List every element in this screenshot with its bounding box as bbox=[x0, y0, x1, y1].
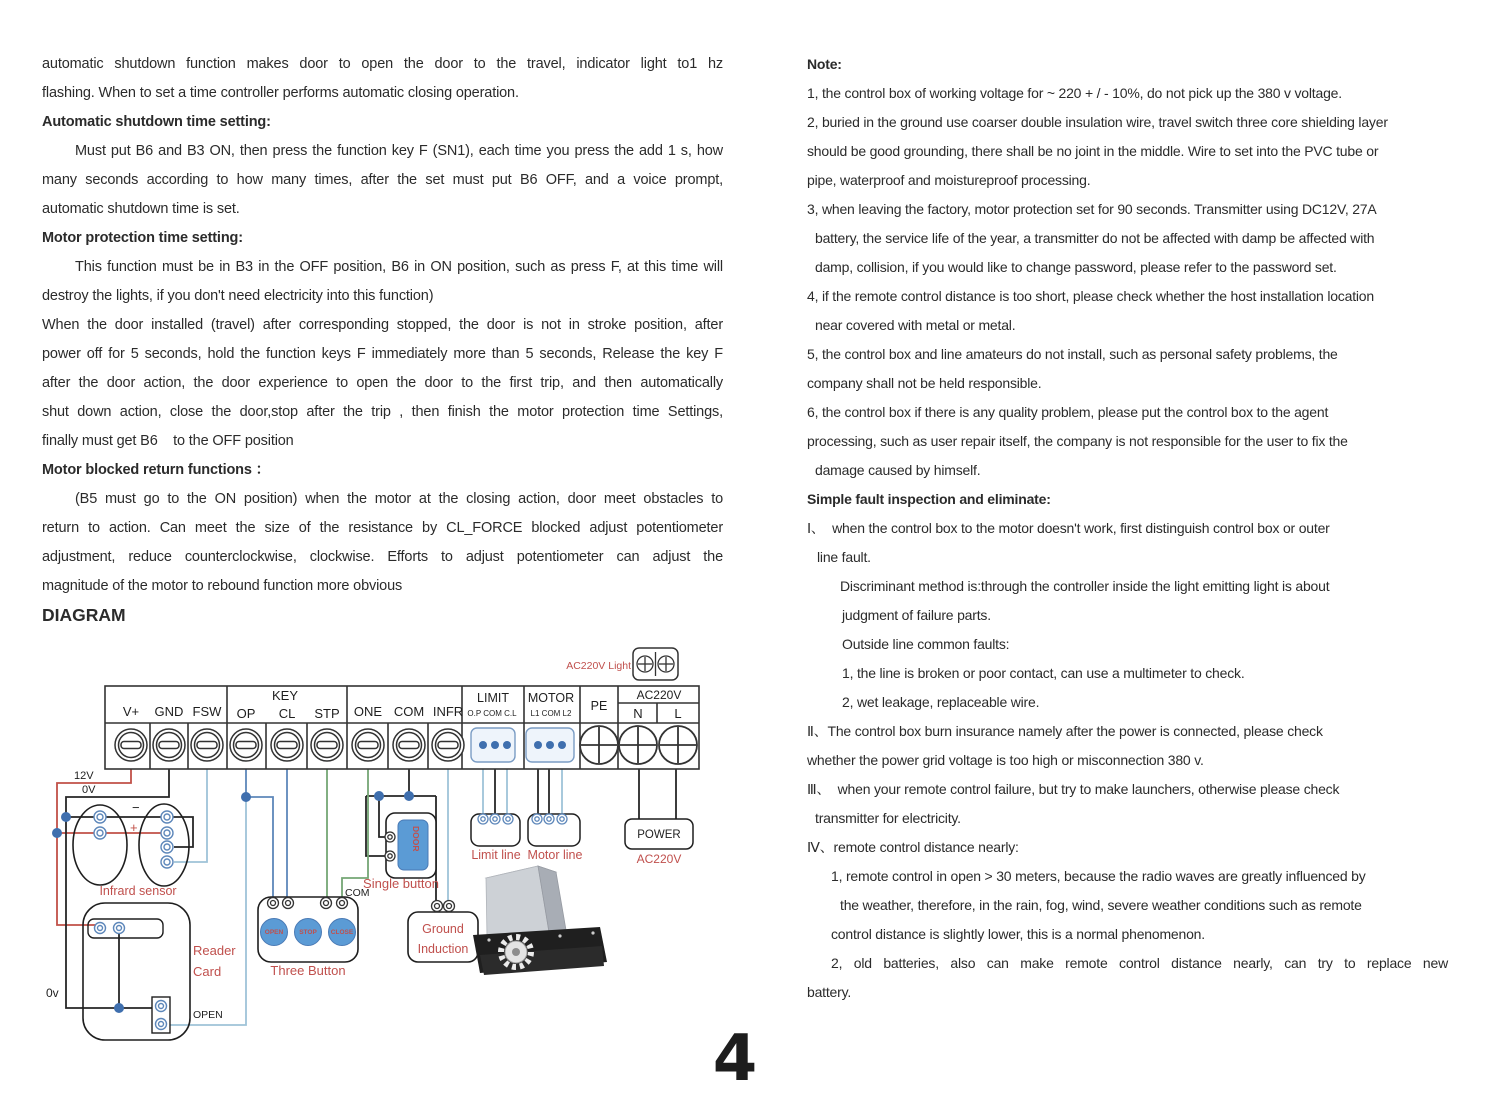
text-line: line fault. bbox=[817, 549, 871, 565]
text-line: magnitude of the motor to rebound function more obvious bbox=[42, 578, 403, 594]
label-single-button: Single button bbox=[363, 876, 439, 891]
wire-steel bbox=[246, 769, 287, 897]
screw-l bbox=[659, 726, 697, 764]
btn-open-label: OPEN bbox=[264, 929, 284, 936]
text-line: shut down action, close the door,stop after the trip , then finish the motor protection time Settings, bbox=[42, 404, 723, 420]
screw-infr bbox=[432, 729, 464, 761]
label-plus: + bbox=[130, 820, 138, 835]
text-line: many seconds according to how many times, after the set must put B6 OFF, and a voice prompt, bbox=[42, 172, 723, 188]
infrared-sensor bbox=[73, 800, 189, 898]
label-op: OP bbox=[236, 706, 256, 721]
text-line: pipe, waterproof and moistureproof processing. bbox=[807, 172, 1091, 188]
label-infrared-sensor: Infrard sensor bbox=[99, 884, 177, 898]
label-ac220v: AC220V bbox=[636, 688, 682, 702]
power-box bbox=[625, 819, 693, 866]
text-line: near covered with metal or metal. bbox=[815, 317, 1016, 333]
text-line: damage caused by himself. bbox=[815, 462, 981, 478]
label-motor-line: Motor line bbox=[527, 848, 583, 862]
label-stp: STP bbox=[314, 706, 340, 721]
text-line: 5, the control box and line amateurs do not install, such as personal safety problems, the bbox=[807, 346, 1338, 362]
text-line: automatic shutdown function makes door to open the door to the travel, indicator light to1 hz bbox=[42, 56, 723, 72]
ac220v-light bbox=[566, 648, 678, 680]
label-gnd: GND bbox=[154, 704, 184, 719]
text-line: automatic shutdown time is set. bbox=[42, 201, 240, 217]
text-line: DIAGRAM bbox=[42, 605, 126, 625]
text-line: 1, the line is broken or poor contact, can use a multimeter to check. bbox=[842, 665, 1245, 681]
text-line: damp, collision, if you would like to change password, please refer to the password set. bbox=[815, 259, 1337, 275]
label-door: DOOR bbox=[411, 826, 421, 852]
text-line: judgment of failure parts. bbox=[842, 607, 991, 623]
single-button bbox=[363, 813, 439, 891]
text-line: flashing. When to set a time controller performs automatic closing operation. bbox=[42, 85, 519, 101]
page-number: 4 bbox=[712, 1022, 758, 1096]
text-line: 4, if the remote control distance is too short, please check whether the host installation location bbox=[807, 288, 1374, 304]
wire-power bbox=[639, 769, 676, 819]
text-line: should be good grounding, there shall be no joint in the middle. Wire to set into the PVC tube or bbox=[807, 143, 1379, 159]
label-limit-sub: O.P COM C.L bbox=[467, 709, 517, 718]
label-card: Card bbox=[193, 964, 222, 979]
text-line: power off for 5 seconds, hold the function keys F immediately more than 5 seconds, Release the key F bbox=[42, 346, 723, 362]
text-line: Automatic shutdown time setting: bbox=[42, 114, 271, 130]
screw-vplus bbox=[115, 729, 147, 761]
label-ac220v-light: AC220V Light bbox=[566, 660, 631, 672]
text-line: 1, the control box of working voltage for ~ 220 + / - 10%, do not pick up the 380 v voltage. bbox=[807, 85, 1342, 101]
voltage-labels bbox=[46, 770, 96, 1000]
motor-line-box bbox=[528, 814, 583, 862]
big-screws bbox=[580, 726, 697, 764]
text-line: 2, wet leakage, replaceable wire. bbox=[842, 694, 1040, 710]
text-line: company shall not be held responsible. bbox=[807, 375, 1042, 391]
label-key: KEY bbox=[271, 688, 299, 703]
text-line: after the door action, the door experience to open the door to the first trip, and then automatically bbox=[42, 375, 723, 391]
screw-gnd bbox=[153, 729, 185, 761]
three-button bbox=[258, 887, 370, 978]
text-line: Ⅲ、 when your remote control failure, but try to make launchers, otherwise please check bbox=[807, 781, 1340, 797]
text-line: Ⅱ、The control box burn insurance namely after the power is connected, please check bbox=[807, 723, 1323, 739]
text-line: adjustment, reduce counterclockwise, clockwise. Efforts to adjust potentiometer can adjust the bbox=[42, 549, 723, 565]
text-line: destroy the lights, if you don't need electricity into this function) bbox=[42, 288, 434, 304]
text-line: This function must be in B3 in the OFF position, B6 in ON position, such as press F, at this time will bbox=[75, 259, 723, 275]
text-line: battery, the service life of the year, a transmitter do not be affected with damp be affected with bbox=[815, 230, 1375, 246]
btn-stop-label: STOP bbox=[299, 929, 317, 936]
btn-close-label: CLOSE bbox=[330, 929, 354, 936]
text-line: finally must get B6 to the OFF position bbox=[42, 433, 294, 449]
label-power: POWER bbox=[637, 829, 681, 841]
label-vplus: V+ bbox=[122, 704, 140, 719]
label-l: L bbox=[674, 706, 682, 721]
label-open: OPEN bbox=[193, 1009, 223, 1021]
label-induction: Induction bbox=[417, 942, 469, 956]
label-one: ONE bbox=[353, 704, 383, 719]
ground-induction bbox=[408, 901, 478, 963]
label-limit: LIMIT bbox=[477, 691, 509, 705]
text-line: Ⅳ、remote control distance nearly: bbox=[807, 839, 1019, 855]
text-line: battery. bbox=[807, 984, 852, 1000]
label-cl: CL bbox=[278, 706, 296, 721]
label-n: N bbox=[633, 706, 643, 721]
label-power-ac220v: AC220V bbox=[636, 852, 682, 866]
label-com-terminal: COM bbox=[345, 887, 370, 899]
screw-stp bbox=[311, 729, 343, 761]
wiring-diagram-svg bbox=[30, 630, 760, 1105]
text-line: Outside line common faults: bbox=[842, 636, 1010, 652]
text-line: 2, buried in the ground use coarser double insulation wire, travel switch three core shielding layer bbox=[807, 114, 1388, 130]
text-line: 2, old batteries, also can make remote control distance nearly, can try to replace new bbox=[831, 955, 1448, 971]
label-fsw: FSW bbox=[192, 704, 222, 719]
text-line: (B5 must go to the ON position) when the motor at the closing action, door meet obstacles to bbox=[75, 491, 723, 507]
screw-one bbox=[352, 729, 384, 761]
wiring-diagram bbox=[30, 630, 760, 1105]
text-line: 6, the control box if there is any quality problem, please put the control box to the agent bbox=[807, 404, 1329, 420]
label-motor-sub: L1 COM L2 bbox=[530, 709, 572, 718]
wire-green bbox=[327, 769, 368, 897]
label-pe: PE bbox=[590, 699, 608, 713]
label-three-button: Three Button bbox=[270, 963, 346, 978]
screw-fsw bbox=[191, 729, 223, 761]
label-com: COM bbox=[393, 704, 425, 719]
label-reader: Reader bbox=[193, 943, 236, 958]
screw-pe bbox=[580, 726, 618, 764]
text-line: whether the power grid voltage is too high or misconnection 380 v. bbox=[807, 752, 1204, 768]
text-line: Motor protection time setting: bbox=[42, 230, 243, 246]
screw-com bbox=[393, 729, 425, 761]
gate-motor-image bbox=[473, 866, 607, 975]
limit-line-box bbox=[471, 814, 521, 862]
label-ground: Ground bbox=[422, 922, 464, 936]
screw-n bbox=[619, 726, 657, 764]
label-minus: − bbox=[132, 800, 140, 815]
text-line: Ⅰ、 when the control box to the motor doesn't work, first distinguish control box or outer bbox=[807, 520, 1330, 536]
label-limit-line: Limit line bbox=[471, 848, 521, 862]
screw-op bbox=[230, 729, 262, 761]
text-line: Simple fault inspection and eliminate: bbox=[807, 491, 1051, 507]
junction-dots bbox=[52, 791, 414, 1013]
text-line: When the door installed (travel) after corresponding stopped, the door is not in stroke position, after bbox=[42, 317, 723, 333]
label-infr: INFR bbox=[432, 704, 464, 719]
text-line: transmitter for electricity. bbox=[815, 810, 961, 826]
label-12v: 12V bbox=[74, 770, 94, 782]
text-line: processing, such as user repair itself, the company is not responsible for the user to fix the bbox=[807, 433, 1348, 449]
text-line: the weather, therefore, in the rain, fog, wind, severe weather conditions such as remote bbox=[840, 897, 1362, 913]
text-line: 3, when leaving the factory, motor protection set for 90 seconds. Transmitter using DC12V, 27A bbox=[807, 201, 1377, 217]
left-text-column bbox=[42, 50, 723, 630]
text-line: return to action. Can meet the size of the resistance by CL_FORCE blocked adjust potentiometer bbox=[42, 520, 723, 536]
text-line: Must put B6 and B3 ON, then press the function key F (SN1), each time you press the add 1 s, how bbox=[75, 143, 723, 159]
reader-card bbox=[83, 903, 236, 1040]
text-line: 1, remote control in open > 30 meters, because the radio waves are greatly influenced by bbox=[831, 868, 1366, 884]
label-0v-bottom: 0v bbox=[46, 986, 59, 1000]
text-line: control distance is slightly lower, this is a normal phenomenon. bbox=[831, 926, 1205, 942]
screw-terminals bbox=[115, 729, 464, 761]
label-0v: 0V bbox=[82, 784, 96, 796]
text-line: Discriminant method is:through the controller inside the light emitting light is about bbox=[840, 578, 1330, 594]
text-line: Note: bbox=[807, 56, 842, 72]
label-motor: MOTOR bbox=[527, 691, 575, 705]
right-text-column bbox=[807, 50, 1448, 1007]
screw-cl bbox=[271, 729, 303, 761]
text-line: Motor blocked return functions ： bbox=[42, 462, 271, 478]
